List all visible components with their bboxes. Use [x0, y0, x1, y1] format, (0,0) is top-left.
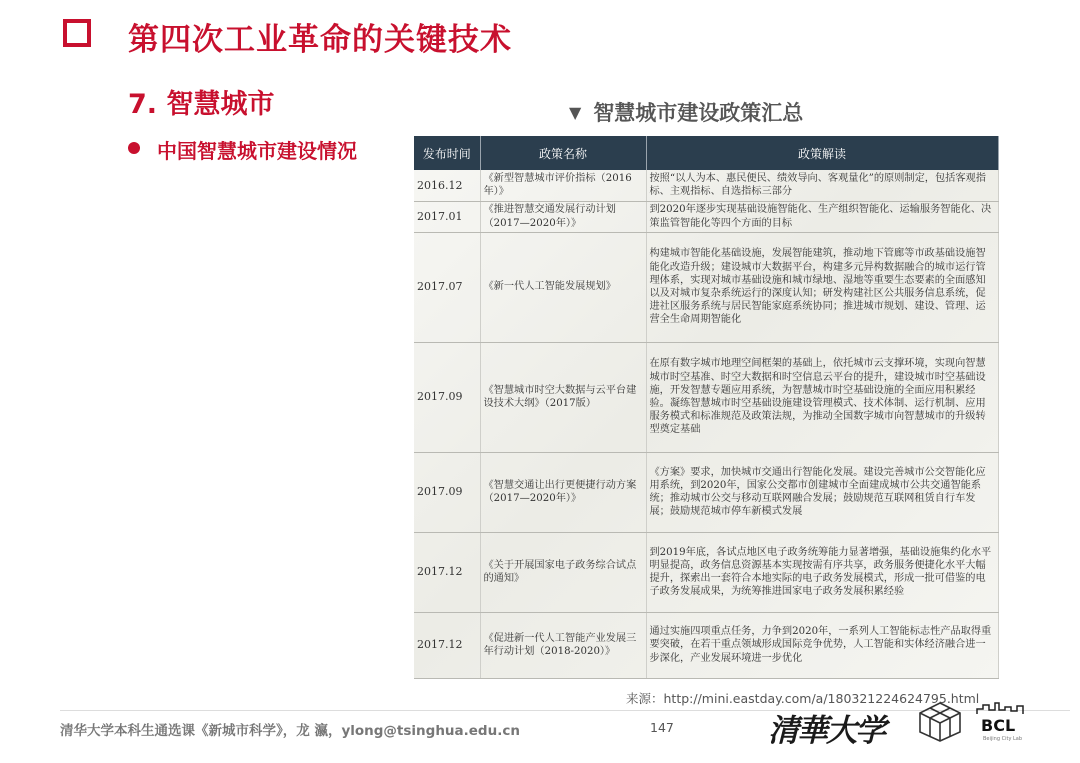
page-number: 147 — [650, 720, 674, 735]
table-heading — [569, 97, 803, 127]
cell-policy-name: 《智慧交通让出行更便捷行动方案（2017—2020年）》 — [480, 452, 646, 532]
table-row — [414, 452, 998, 532]
bullet-text: 中国智慧城市建设情况 — [157, 139, 357, 163]
bullet-dot-icon — [128, 142, 140, 154]
cell-policy-desc: 构建城市智能化基础设施，发展智能建筑，推动地下管廊等市政基础设施智能化改造升级；建设城市大数据平台，构建多元异构数据融合的城市运行管理体系，实现对城市基础设施和城市绿地、湿地等重要生态要素的全面感知以及对城市复杂系统运行的深度认知；研发构建社区公共服务信息系统，促进社区服务系统与居民智能家庭系统协同；推进城市规划、建设、管理、运营全生命周期智能化 — [646, 232, 998, 342]
cell-policy-name: 《推进智慧交通发展行动计划（2017—2020年）》 — [480, 201, 646, 232]
column-header-name: 政策名称 — [480, 136, 646, 170]
tsinghua-logo: 清華大学 — [768, 713, 884, 749]
footer-course-info: 清华大学本科生通选课《新城市科学》，龙 瀛，ylong@tsinghua.edu.cn — [60, 723, 520, 739]
cell-date: 2017.12 — [414, 532, 480, 612]
bcl-skyline-icon — [975, 701, 1027, 715]
cube-logo-icon — [917, 701, 963, 743]
section-subtitle: 7. 智慧城市 — [128, 89, 275, 120]
policy-table — [414, 136, 999, 679]
cell-policy-desc: 到2020年逐步实现基础设施智能化、生产组织智能化、运输服务智能化、决策监管智能化等四个方面的目标 — [646, 201, 998, 232]
title-square-icon — [63, 19, 91, 47]
bcl-logo-subtext: Beijing City Lab — [983, 736, 1023, 742]
table-row — [414, 232, 998, 342]
cell-policy-desc: 按照“以人为本、惠民便民、绩效导向、客观量化”的原则制定，包括客观指标、主观指标、自选指标三部分 — [646, 170, 998, 201]
column-header-date: 发布时间 — [414, 136, 480, 170]
table-row — [414, 612, 998, 678]
table-row — [414, 532, 998, 612]
cell-date: 2017.01 — [414, 201, 480, 232]
table-heading-text: 智慧城市建设政策汇总 — [593, 101, 804, 125]
cell-policy-name: 《新一代人工智能发展规划》 — [480, 232, 646, 342]
triangle-down-icon: ▼ — [569, 103, 582, 122]
cell-policy-desc: 通过实施四项重点任务，力争到2020年，一系列人工智能标志性产品取得重要突破，在若干重点领域形成国际竞争优势，人工智能和实体经济融合进一步深化，产业发展环境进一步优化 — [646, 612, 998, 678]
cell-policy-name: 《新型智慧城市评价指标（2016年）》 — [480, 170, 646, 201]
cell-policy-name: 《关于开展国家电子政务综合试点的通知》 — [480, 532, 646, 612]
table-header-row — [414, 136, 998, 170]
table-row — [414, 170, 998, 201]
table-row — [414, 201, 998, 232]
cell-policy-name: 《智慧城市时空大数据与云平台建设技术大纲》（2017版） — [480, 342, 646, 452]
cell-date: 2017.09 — [414, 452, 480, 532]
cell-date: 2017.09 — [414, 342, 480, 452]
cell-date: 2017.07 — [414, 232, 480, 342]
table-row — [414, 342, 998, 452]
cell-policy-desc: 在原有数字城市地理空间框架的基础上，依托城市云支撑环境，实现向智慧城市时空基准、时空大数据和时空信息云平台的提升，建设城市时空基础设施，开发智慧专题应用系统，为智慧城市时空基础设施的全面应用积累经验。凝练智慧城市时空基础设施建设管理模式、技术体制、运行机制、应用服务模式和标准规范及政策法规，为推动全国数字城市向智慧城市的升级转型奠定基础 — [646, 342, 998, 452]
source-citation: 来源：http://mini.eastday.com/a/180321224624795.html — [626, 691, 980, 706]
column-header-desc: 政策解读 — [646, 136, 998, 170]
cell-policy-desc: 到2019年底，各试点地区电子政务统筹能力显著增强，基础设施集约化水平明显提高，政务信息资源基本实现按需有序共享，政务服务便捷化水平大幅提升，探索出一套符合本地实际的电子政务发展模式，形成一批可借鉴的电子政务发展成果，为统筹推进国家电子政务发展积累经验 — [646, 532, 998, 612]
page-title: 第四次工业革命的关键技术 — [128, 22, 512, 58]
cell-policy-desc: 《方案》要求，加快城市交通出行智能化发展。建设完善城市公交智能化应用系统，到2020年，国家公交都市创建城市全面建成城市公共交通智能系统；推动城市公交与移动互联网融合发展；鼓励规范互联网租赁自行车发展；鼓励规范城市停车新模式发展 — [646, 452, 998, 532]
cell-policy-name: 《促进新一代人工智能产业发展三年行动计划（2018-2020）》 — [480, 612, 646, 678]
cell-date: 2017.12 — [414, 612, 480, 678]
bcl-logo-text: BCL — [981, 716, 1016, 735]
cell-date: 2016.12 — [414, 170, 480, 201]
